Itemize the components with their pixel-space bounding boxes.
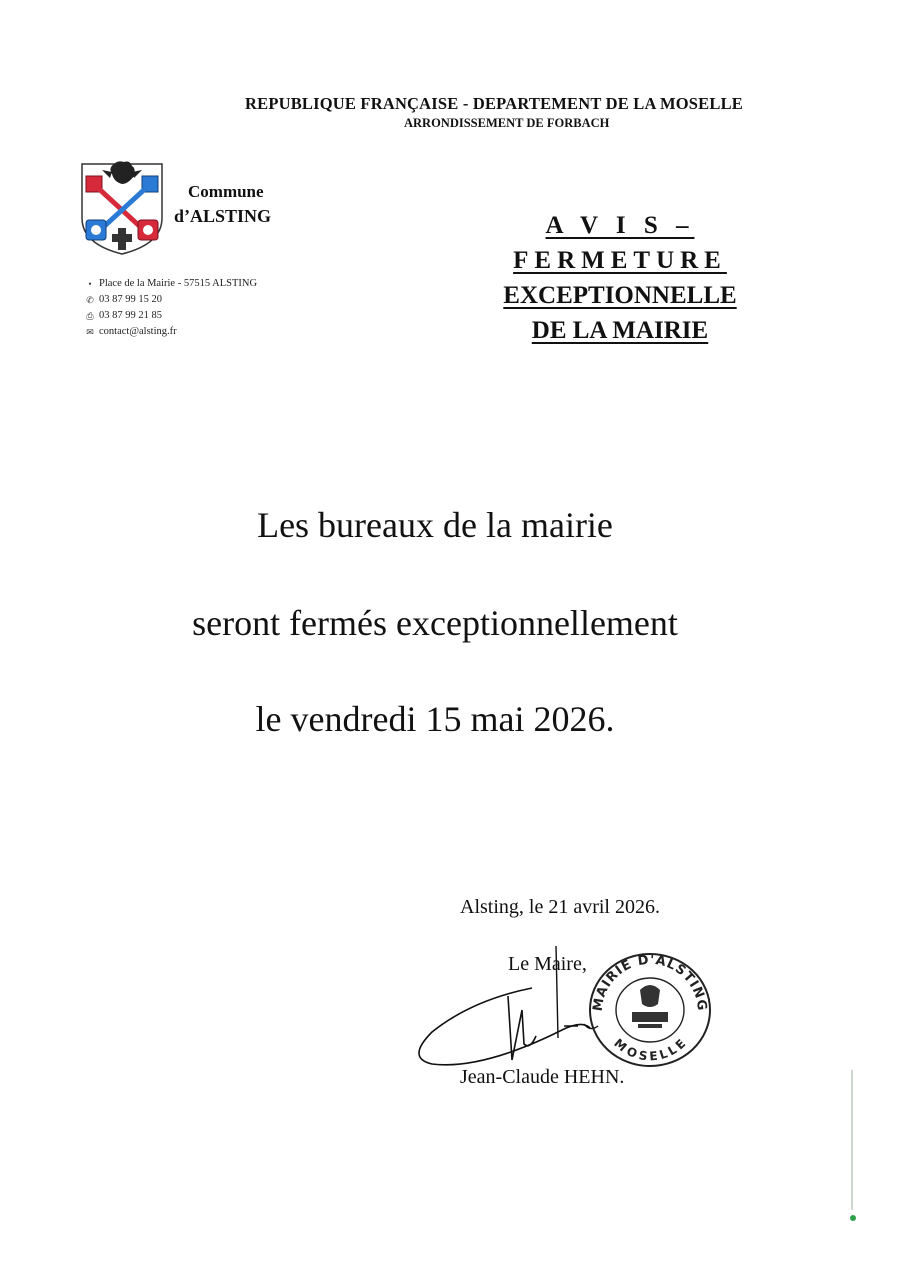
contact-email: [84, 324, 257, 340]
pin-icon: •: [88, 279, 92, 289]
mayor-role: Le Maire,: [508, 953, 587, 975]
fax-icon: ⎙: [86, 311, 94, 321]
header-arrondissement: ARRONDISSEMENT DE FORBACH: [404, 116, 610, 130]
printer-watermark: [846, 1070, 860, 1225]
contact-block: [84, 276, 257, 340]
phone-icon: ✆: [86, 295, 94, 305]
notice-title-line3: DE LA MAIRIE: [531, 317, 709, 344]
contact-address: [84, 276, 257, 292]
notice-title-line2: EXCEPTIONNELLE: [503, 282, 737, 309]
commune-name: d’ALSTING: [174, 206, 272, 226]
phone-text: 03 87 99 15 20: [99, 294, 162, 305]
body-line3: le vendredi 15 mai 2026.: [255, 699, 615, 739]
mayor-name: Jean-Claude HEHN.: [460, 1066, 625, 1088]
contact-phone: [84, 292, 257, 308]
contact-fax: [84, 308, 257, 324]
body-line1: Les bureaux de la mairie: [257, 505, 613, 545]
body-line2: seront fermés exceptionnellement: [192, 603, 678, 643]
header-republique: REPUBLIQUE FRANÇAISE - DEPARTEMENT DE LA MOSELLE: [245, 94, 743, 113]
address-text: Place de la Mairie - 57515 ALSTING: [99, 278, 258, 289]
stamp-bottom-text: MOSELLE: [611, 1035, 689, 1064]
email-text[interactable]: contact@alsting.fr: [99, 326, 177, 337]
coat-of-arms-logo: [80, 158, 164, 256]
official-stamp: [586, 950, 714, 1068]
place-date: Alsting, le 21 avril 2026.: [460, 896, 660, 918]
notice-title: [445, 208, 795, 348]
commune-label: Commune: [188, 182, 264, 201]
notice-title-line1: A V I S – FERMETURE: [513, 212, 727, 274]
mail-icon: ✉: [86, 327, 94, 337]
fax-text: 03 87 99 21 85: [99, 310, 162, 321]
stamp-top-text: MAIRIE D'ALSTING: [590, 952, 710, 1013]
